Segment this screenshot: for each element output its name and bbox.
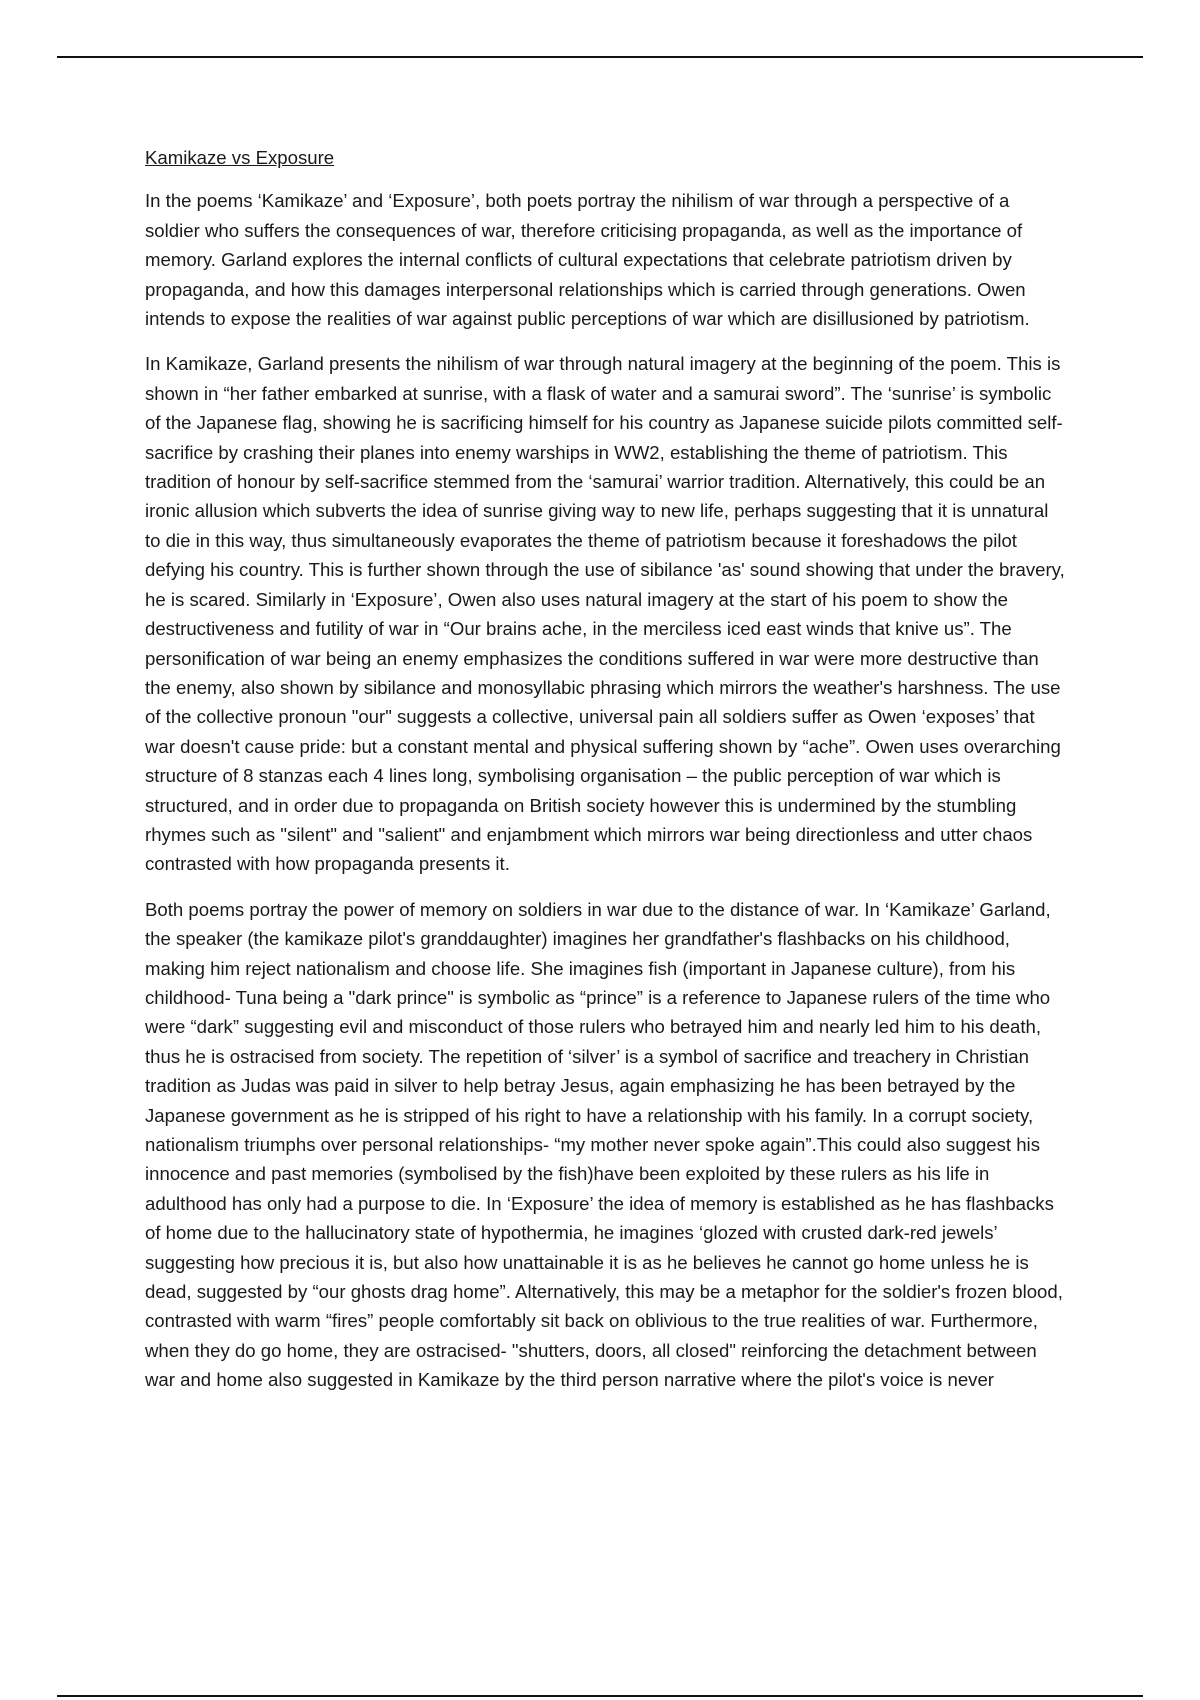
- top-rule: [57, 56, 1143, 58]
- document-title: Kamikaze vs Exposure: [145, 147, 335, 168]
- paragraph-nihilism: In Kamikaze, Garland presents the nihilism of war through natural imagery at the beginning of the poem. This is shown in “her father embarked at sunrise, with a flask of water and a samurai sword”. The ‘sunrise’ is symbolic of the Japanese flag, showing he is sacrificing himself for his country as Japanese suicide pilots committed self-sacrifice by crashing their planes into enemy warships in WW2, establishing the theme of patriotism. This tradition of honour by self-sacrifice stemmed from the ‘samurai’ warrior tradition. Alternatively, this could be an ironic allusion which subverts the idea of sunrise giving way to new life, perhaps suggesting that it is unnatural to die in this way, thus simultaneously evaporates the theme of patriotism because it foreshadows the pilot defying his country. This is further shown through the use of sibilance 'as' sound showing that under the bravery, he is scared. Similarly in ‘Exposure’, Owen also uses natural imagery at the start of his poem to show the destructiveness and futility of war in “Our brains ache, in the merciless iced east winds that knive us”. The personification of war being an enemy emphasizes the conditions suffered in war were more destructive than the enemy, also shown by sibilance and monosyllabic phrasing which mirrors the weather's harshness. The use of the collective pronoun "our" suggests a collective, universal pain all soldiers suffer as Owen ‘exposes’ that war doesn't cause pride: but a constant mental and physical suffering shown by “ache”. Owen uses overarching structure of 8 stanzas each 4 lines long, symbolising organisation – the public perception of war which is structured, and in order due to propaganda on British society however this is undermined by the stumbling rhymes such as "silent" and "salient" and enjambment which mirrors war being directionless and utter chaos contrasted with how propaganda presents it.: [145, 353, 1065, 875]
- paragraph-intro: In the poems ‘Kamikaze’ and ‘Exposure’, both poets portray the nihilism of war through a perspective of a soldier who suffers the consequences of war, therefore criticising propaganda, as well as the importance of memory. Garland explores the internal conflicts of cultural expectations that celebrate patriotism driven by propaganda, and how this damages interpersonal relationships which is carried through generations. Owen intends to expose the realities of war against public perceptions of war which are disillusioned by patriotism.: [145, 190, 1030, 330]
- bottom-rule: [57, 1695, 1143, 1697]
- paragraph-memory: Both poems portray the power of memory on soldiers in war due to the distance of war. In ‘Kamikaze’ Garland, the speaker (the kamikaze pilot's granddaughter) imagines her grandfather's flashbacks on his childhood, making him reject nationalism and choose life. She imagines fish (important in Japanese culture), from his childhood- Tuna being a "dark prince" is symbolic as “prince” is a reference to Japanese rulers of the time who were “dark” suggesting evil and misconduct of those rulers who betrayed him and nearly led him to his death, thus he is ostracised from society. The repetition of ‘silver’ is a symbol of sacrifice and treachery in Christian tradition as Judas was paid in silver to help betray Jesus, again emphasizing he has been betrayed by the Japanese government as he is stripped of his right to have a relationship with his family. In a corrupt society, nationalism triumphs over personal relationships- “my mother never spoke again”.This could also suggest his innocence and past memories (symbolised by the fish)have been exploited by these rulers as his life in adulthood has only had a purpose to die. In ‘Exposure’ the idea of memory is established as he has flashbacks of home due to the hallucinatory state of hypothermia, he imagines ‘glozed with crusted dark-red jewels’ suggesting how precious it is, but also how unattainable it is as he believes he cannot go home unless he is dead, suggested by “our ghosts drag home”. Alternatively, this may be a metaphor for the soldier's frozen blood, contrasted with warm “fires” people comfortably sit back on oblivious to the true realities of war. Furthermore, when they do go home, they are ostracised- "shutters, doors, all closed" reinforcing the detachment between war and home also suggested in Kamikaze by the third person narrative where the pilot's voice is never: [145, 898, 1063, 1391]
- document-body: [145, 143, 1065, 1411]
